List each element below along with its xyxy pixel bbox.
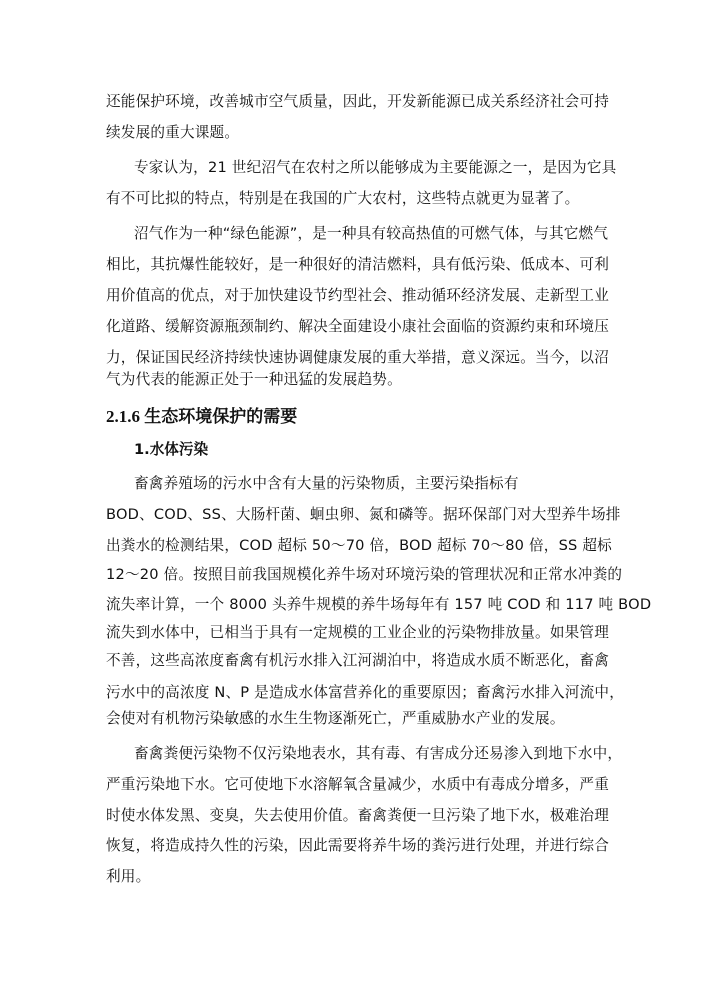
paragraph-line: 有不可比拟的特点，特别是在我国的广大农村，这些特点就更为显著了。 <box>106 190 580 207</box>
subsection-heading: 1.水体污染 <box>134 441 209 458</box>
paragraph-line: 不善，这些高浓度畜禽有机污水排入江河湖泊中，将造成水质不断恶化，畜禽 <box>106 652 609 669</box>
paragraph-line: 时使水体发黑、变臭，失去使用价值。畜禽粪便一旦污染了地下水，极难治理 <box>106 807 609 824</box>
paragraph-line: 12～20 倍。按照目前我国规模化养牛场对环境污染的管理状况和正常水冲粪的 <box>106 566 623 583</box>
paragraph-line: 出粪水的检测结果，COD 超标 50～70 倍，BOD 超标 70～80 倍，SS 超标 <box>106 537 612 554</box>
paragraph-line: 会使对有机物污染敏感的水生生物逐渐死亡，严重威胁水产业的发展。 <box>106 710 565 727</box>
paragraph-line: 续发展的重大课题。 <box>106 124 240 141</box>
paragraph-line: 利用。 <box>106 868 151 885</box>
paragraph-line: 污水中的高浓度 N、P 是造成水体富营养化的重要原因；畜禽污水排入河流中， <box>106 684 624 701</box>
paragraph-line: 专家认为，21 世纪沼气在农村之所以能够成为主要能源之一，是因为它具 <box>134 159 617 176</box>
paragraph-line: 畜禽粪便污染物不仅污染地表水，其有毒、有害成分还易渗入到地下水中， <box>134 745 623 762</box>
paragraph-line: 恢复，将造成持久性的污染，因此需要将养牛场的粪污进行处理，并进行综合 <box>106 837 609 854</box>
paragraph-line: 流失率计算，一个 8000 头养牛规模的养牛场每年有 157 吨 COD 和 117 吨 BOD <box>106 596 652 613</box>
paragraph-line: 严重污染地下水。它可使地下水溶解氧含量减少，水质中有毒成分增多，严重 <box>106 776 609 793</box>
paragraph-line: 还能保护环境，改善城市空气质量，因此，开发新能源已成关系经济社会可持 <box>106 93 609 110</box>
paragraph-line: 流失到水体中，已相当于具有一定规模的工业企业的污染物排放量。如果管理 <box>106 624 609 641</box>
paragraph-line: 气为代表的能源正处于一种迅猛的发展趋势。 <box>106 371 402 388</box>
paragraph-line: 相比，其抗爆性能较好，是一种很好的清洁燃料，具有低污染、低成本、可利 <box>106 256 609 273</box>
paragraph-line: 化道路、缓解资源瓶颈制约、解决全面建设小康社会面临的资源约束和环境压 <box>106 318 609 335</box>
paragraph-line: 用价值高的优点，对于加快建设节约型社会、推动循环经济发展、走新型工业 <box>106 287 609 304</box>
paragraph-line: 畜禽养殖场的污水中含有大量的污染物质，主要污染指标有 <box>134 475 519 492</box>
section-heading: 2.1.6 生态环境保护的需要 <box>106 407 298 426</box>
paragraph-line: 力，保证国民经济持续快速协调健康发展的重大举措，意义深远。当今，以沼 <box>106 349 609 366</box>
paragraph-line: 沼气作为一种“绿色能源”，是一种具有较高热值的可燃气体，与其它燃气 <box>134 225 609 242</box>
paragraph-line: BOD、COD、SS、大肠杆菌、蛔虫卵、氮和磷等。据环保部门对大型养牛场排 <box>106 506 621 523</box>
